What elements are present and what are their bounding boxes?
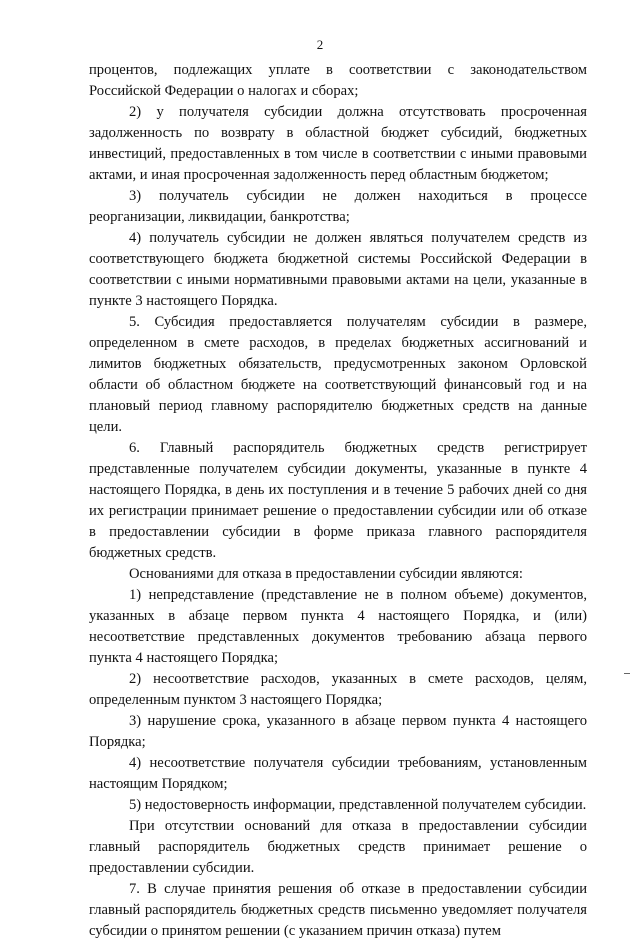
paragraph-item-3: 3) получатель субсидии не должен находиться в процессе реорганизации, ликвидации, банкротства; xyxy=(89,188,587,225)
paragraph-section-7: 7. В случае принятия решения об отказе в предоставлении субсидии главный распорядитель бюджетных средств письменно уведомляет получателя субсидии о принятом решении (с указанием причин отказа) путем xyxy=(89,881,587,939)
paragraph-section-6: 6. Главный распорядитель бюджетных средств регистрирует представленные получателем субсидии документы, указанные в пункте 4 настоящего Порядка, в день их поступления и в течение 5 рабочих дней со дня их регистрации принимает решение о предоставлении субсидии или об отказе в предоставлении субсидии в форме приказа главного распорядителя бюджетных средств. xyxy=(89,440,587,561)
paragraph-continuation: процентов, подлежащих уплате в соответствии с законодательством Российской Федерации о налогах и сборах; xyxy=(89,62,587,99)
paragraph-ground-5: 5) недостоверность информации, представленной получателем субсидии. xyxy=(129,797,587,813)
paragraph-no-grounds: При отсутствии оснований для отказа в предоставлении субсидии главный распорядитель бюджетных средств принимает решение о предоставлении субсидии. xyxy=(89,818,587,876)
paragraph-refusal-grounds: Основаниями для отказа в предоставлении субсидии являются: xyxy=(129,566,523,582)
paragraph-ground-1: 1) непредставление (представление не в полном объеме) документов, указанных в абзаце первом пункта 4 настоящего Порядка, и (или) несоответствие представленных документов требованию абзаца первого пункта 4 настоящего Порядка; xyxy=(89,587,587,666)
paragraph-section-5: 5. Субсидия предоставляется получателям субсидии в размере, определенном в смете расходов, в пределах бюджетных ассигнований и лимитов бюджетных обязательств, предусмотренных законом Орловской области об областном бюджете на соответствующий финансовый год и на плановый период главному распорядителю бюджетных средств на данные цели. xyxy=(89,314,587,435)
paragraph-ground-4: 4) несоответствие получателя субсидии требованиям, установленным настоящим Порядком; xyxy=(89,755,587,792)
document-body xyxy=(89,60,587,942)
paragraph-ground-2: 2) несоответствие расходов, указанных в смете расходов, целям, определенным пунктом 3 настоящего Порядка; xyxy=(89,671,587,708)
paragraph-item-4: 4) получатель субсидии не должен являться получателем средств из соответствующего бюджета бюджетной системы Российской Федерации в соответствии с иными нормативными правовыми актами на цели, указанные в пункте 3 настоящего Порядка. xyxy=(89,230,587,309)
paragraph-item-2: 2) у получателя субсидии должна отсутствовать просроченная задолженность по возврату в областной бюджет субсидий, бюджетных инвестиций, предоставленных в том числе в соответствии с иными правовыми актами, и иная просроченная задолженность перед областным бюджетом; xyxy=(89,104,587,183)
page-number: 2 xyxy=(316,37,324,52)
scan-margin-mark xyxy=(624,673,630,674)
paragraph-ground-3: 3) нарушение срока, указанного в абзаце первом пункта 4 настоящего Порядка; xyxy=(89,713,587,750)
